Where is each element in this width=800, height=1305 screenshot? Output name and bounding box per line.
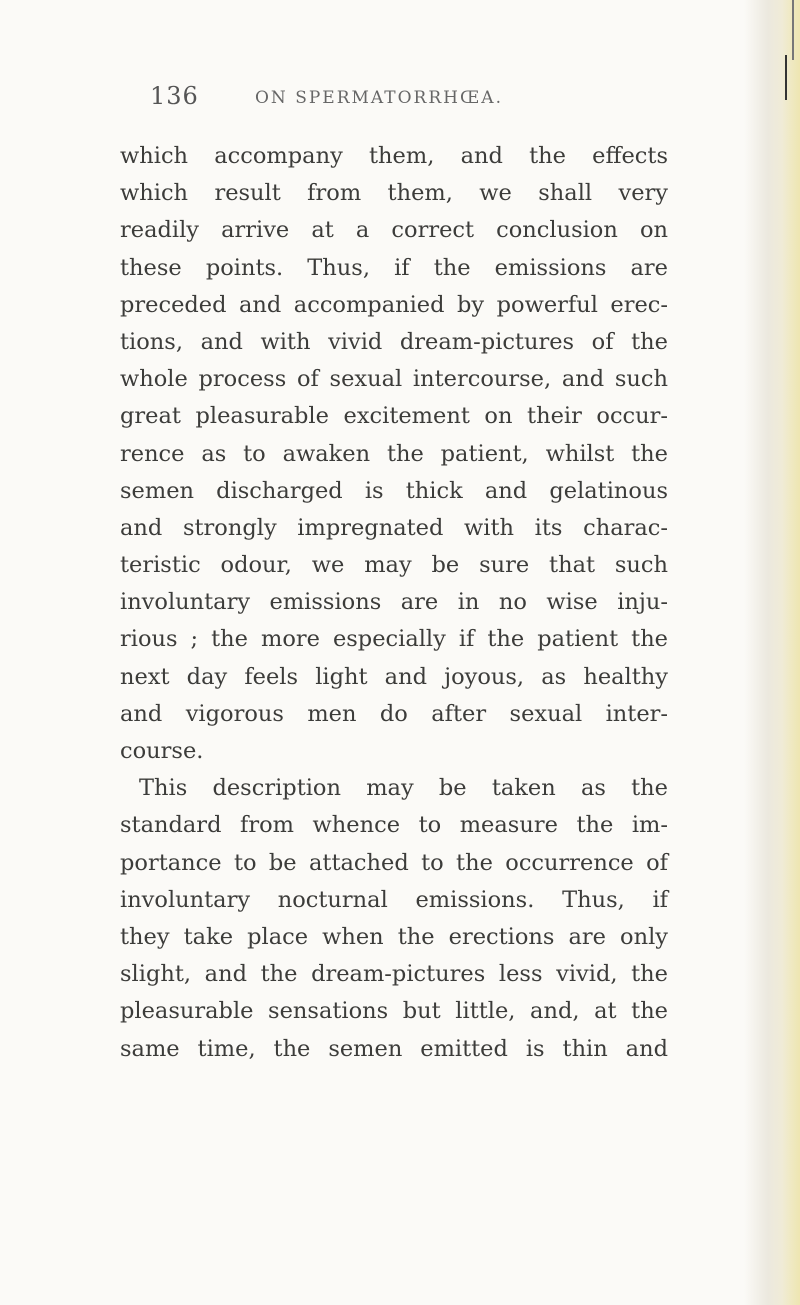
text-line: which accompany them, and the effects (120, 143, 668, 169)
page-edge-mark-2 (785, 55, 787, 100)
text-line: teristic odour, we may be sure that such (120, 552, 668, 579)
text-line: rence as to awaken the patient, whilst the (120, 440, 668, 467)
text-line: This description may be taken as the (139, 775, 668, 802)
text-line: readily arrive at a correct conclusion on (120, 217, 668, 244)
page-edge-shadow (782, 0, 800, 1305)
text-line: semen discharged is thick and gelatinous (120, 477, 668, 504)
text-line: these points. Thus, if the emissions are (120, 254, 668, 281)
text-line: which result from them, we shall very (120, 180, 668, 207)
text-line: involuntary nocturnal emissions. Thus, if (120, 886, 668, 913)
text-line: involuntary emissions are in no wise inju- (120, 589, 668, 616)
text-line: pleasurable sensations but little, and, at the (120, 998, 668, 1025)
text-line: whole process of sexual intercourse, and such (120, 366, 668, 393)
text-line: next day feels light and joyous, as healthy (120, 663, 668, 690)
text-line: rious ; the more especially if the patient the (120, 626, 668, 653)
page-edge-mark (792, 0, 794, 60)
page-number: 136 (150, 82, 199, 110)
text-line: and strongly impregnated with its charac- (120, 514, 668, 541)
text-line: preceded and accompanied by powerful erec- (120, 291, 668, 318)
text-line: great pleasurable excitement on their occur- (120, 403, 668, 430)
text-line: course. (120, 738, 204, 764)
text-line: standard from whence to measure the im- (120, 812, 668, 839)
running-head: ON SPERMATORRHŒA. (255, 88, 503, 108)
text-line: tions, and with vivid dream-pictures of the (120, 328, 668, 355)
text-line: slight, and the dream-pictures less vivid, the (120, 961, 668, 988)
text-line: and vigorous men do after sexual inter- (120, 700, 668, 727)
text-line: same time, the semen emitted is thin and (120, 1035, 668, 1062)
body-text (120, 138, 668, 1068)
text-line: they take place when the erections are only (120, 923, 668, 950)
text-line: portance to be attached to the occurrence of (120, 849, 668, 876)
